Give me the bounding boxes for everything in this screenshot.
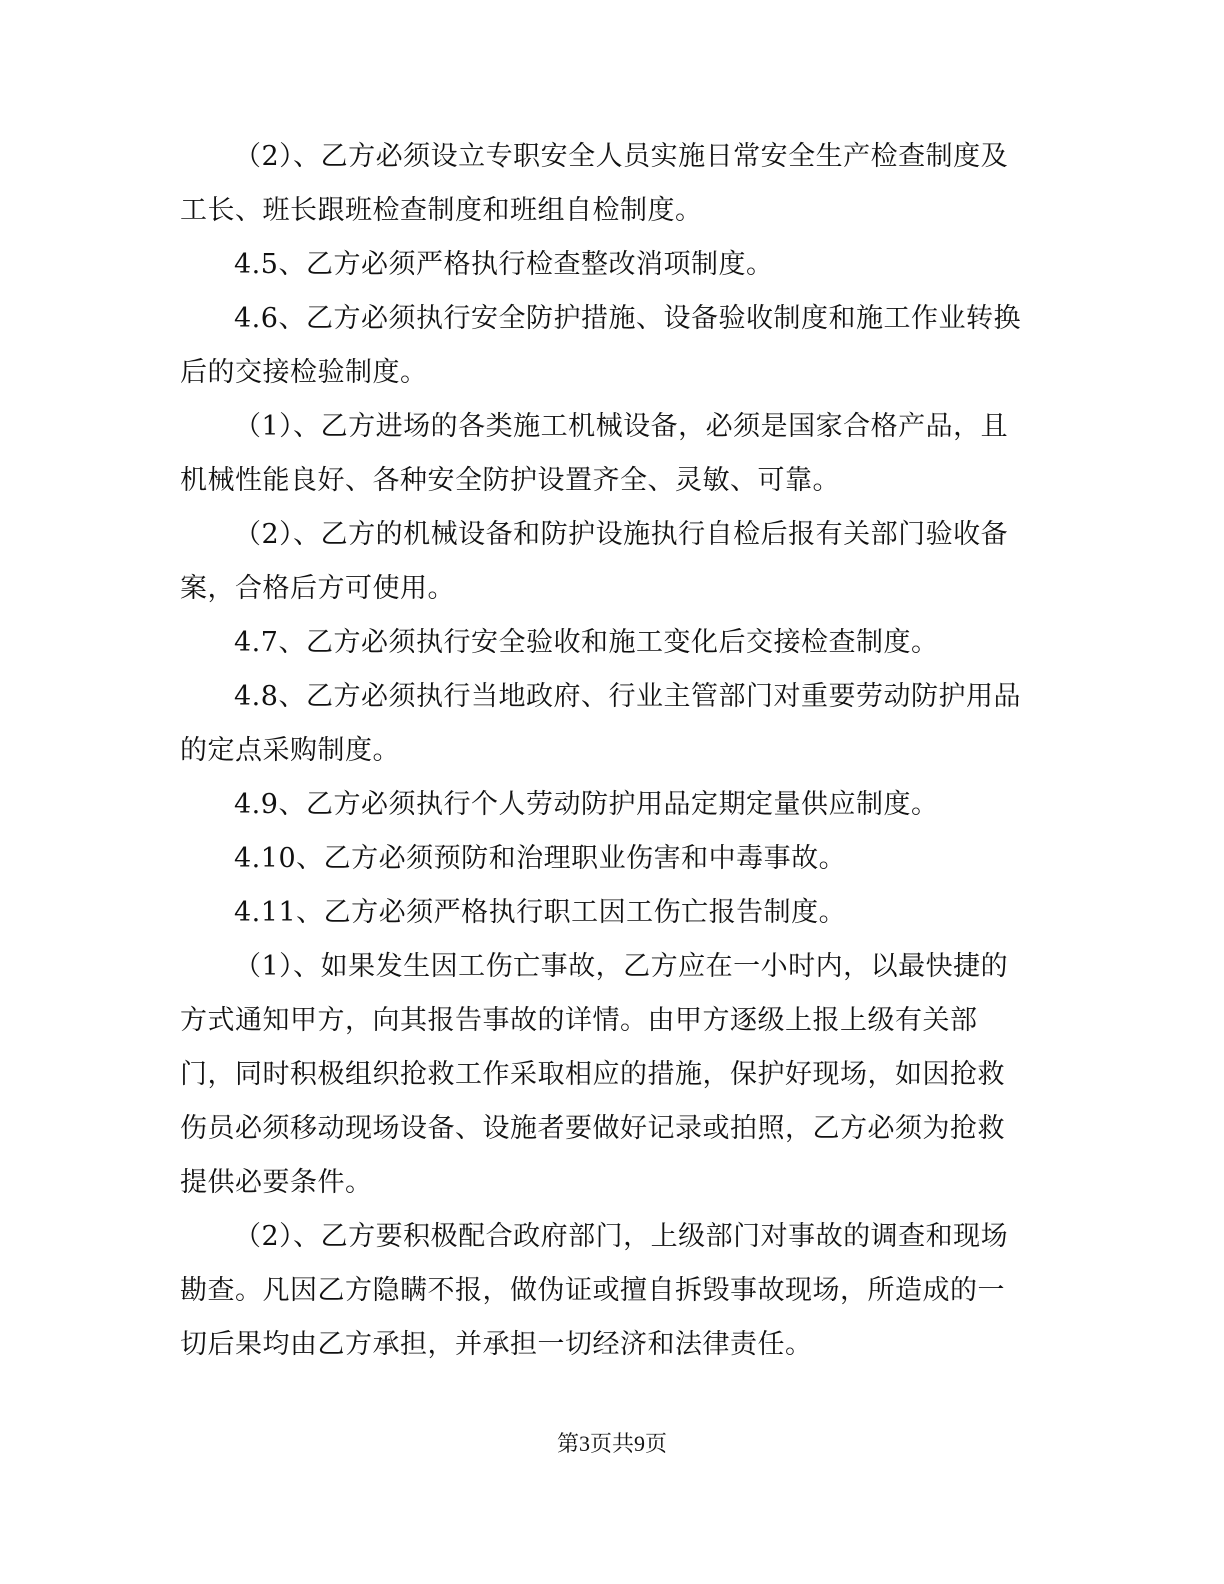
text-line: 提供必要条件。: [180, 1167, 373, 1198]
text-line: 勘查。凡因乙方隐瞒不报，做伪证或擅自拆毁事故现场，所造成的一: [180, 1275, 1005, 1306]
text-line: 4.9、乙方必须执行个人劳动防护用品定期定量供应制度。: [234, 789, 939, 820]
text-line: （2）、乙方必须设立专职安全人员实施日常安全生产检查制度及: [234, 141, 1009, 172]
text-line: 4.6、乙方必须执行安全防护措施、设备验收制度和施工作业转换: [234, 303, 1021, 334]
text-line: 案，合格后方可使用。: [180, 573, 455, 604]
text-line: 4.5、乙方必须严格执行检查整改消项制度。: [234, 249, 774, 280]
text-line: 的定点采购制度。: [180, 735, 400, 766]
text-line: 4.10、乙方必须预防和治理职业伤害和中毒事故。: [234, 843, 847, 874]
text-line: 切后果均由乙方承担，并承担一切经济和法律责任。: [180, 1329, 813, 1360]
page-number: 第3页共9页: [556, 1431, 667, 1456]
text-line: 工长、班长跟班检查制度和班组自检制度。: [180, 195, 703, 226]
text-line: 4.7、乙方必须执行安全验收和施工变化后交接检查制度。: [234, 627, 939, 658]
text-line: （1）、乙方进场的各类施工机械设备，必须是国家合格产品，且: [234, 411, 1009, 442]
text-line: （2）、乙方要积极配合政府部门，上级部门对事故的调查和现场: [234, 1221, 1009, 1252]
text-line: 伤员必须移动现场设备、设施者要做好记录或拍照，乙方必须为抢救: [180, 1113, 1005, 1144]
text-line: 4.11、乙方必须严格执行职工因工伤亡报告制度。: [234, 897, 847, 928]
text-line: （1）、如果发生因工伤亡事故，乙方应在一小时内，以最快捷的: [234, 951, 1009, 982]
text-line: 后的交接检验制度。: [180, 357, 428, 388]
text-line: 4.8、乙方必须执行当地政府、行业主管部门对重要劳动防护用品: [234, 681, 1021, 712]
text-line: 方式通知甲方，向其报告事故的详情。由甲方逐级上报上级有关部: [180, 1005, 978, 1036]
text-line: 机械性能良好、各种安全防护设置齐全、灵敏、可靠。: [180, 465, 840, 496]
text-line: （2）、乙方的机械设备和防护设施执行自检后报有关部门验收备: [234, 519, 1009, 550]
text-line: 门，同时积极组织抢救工作采取相应的措施，保护好现场，如因抢救: [180, 1059, 1005, 1090]
